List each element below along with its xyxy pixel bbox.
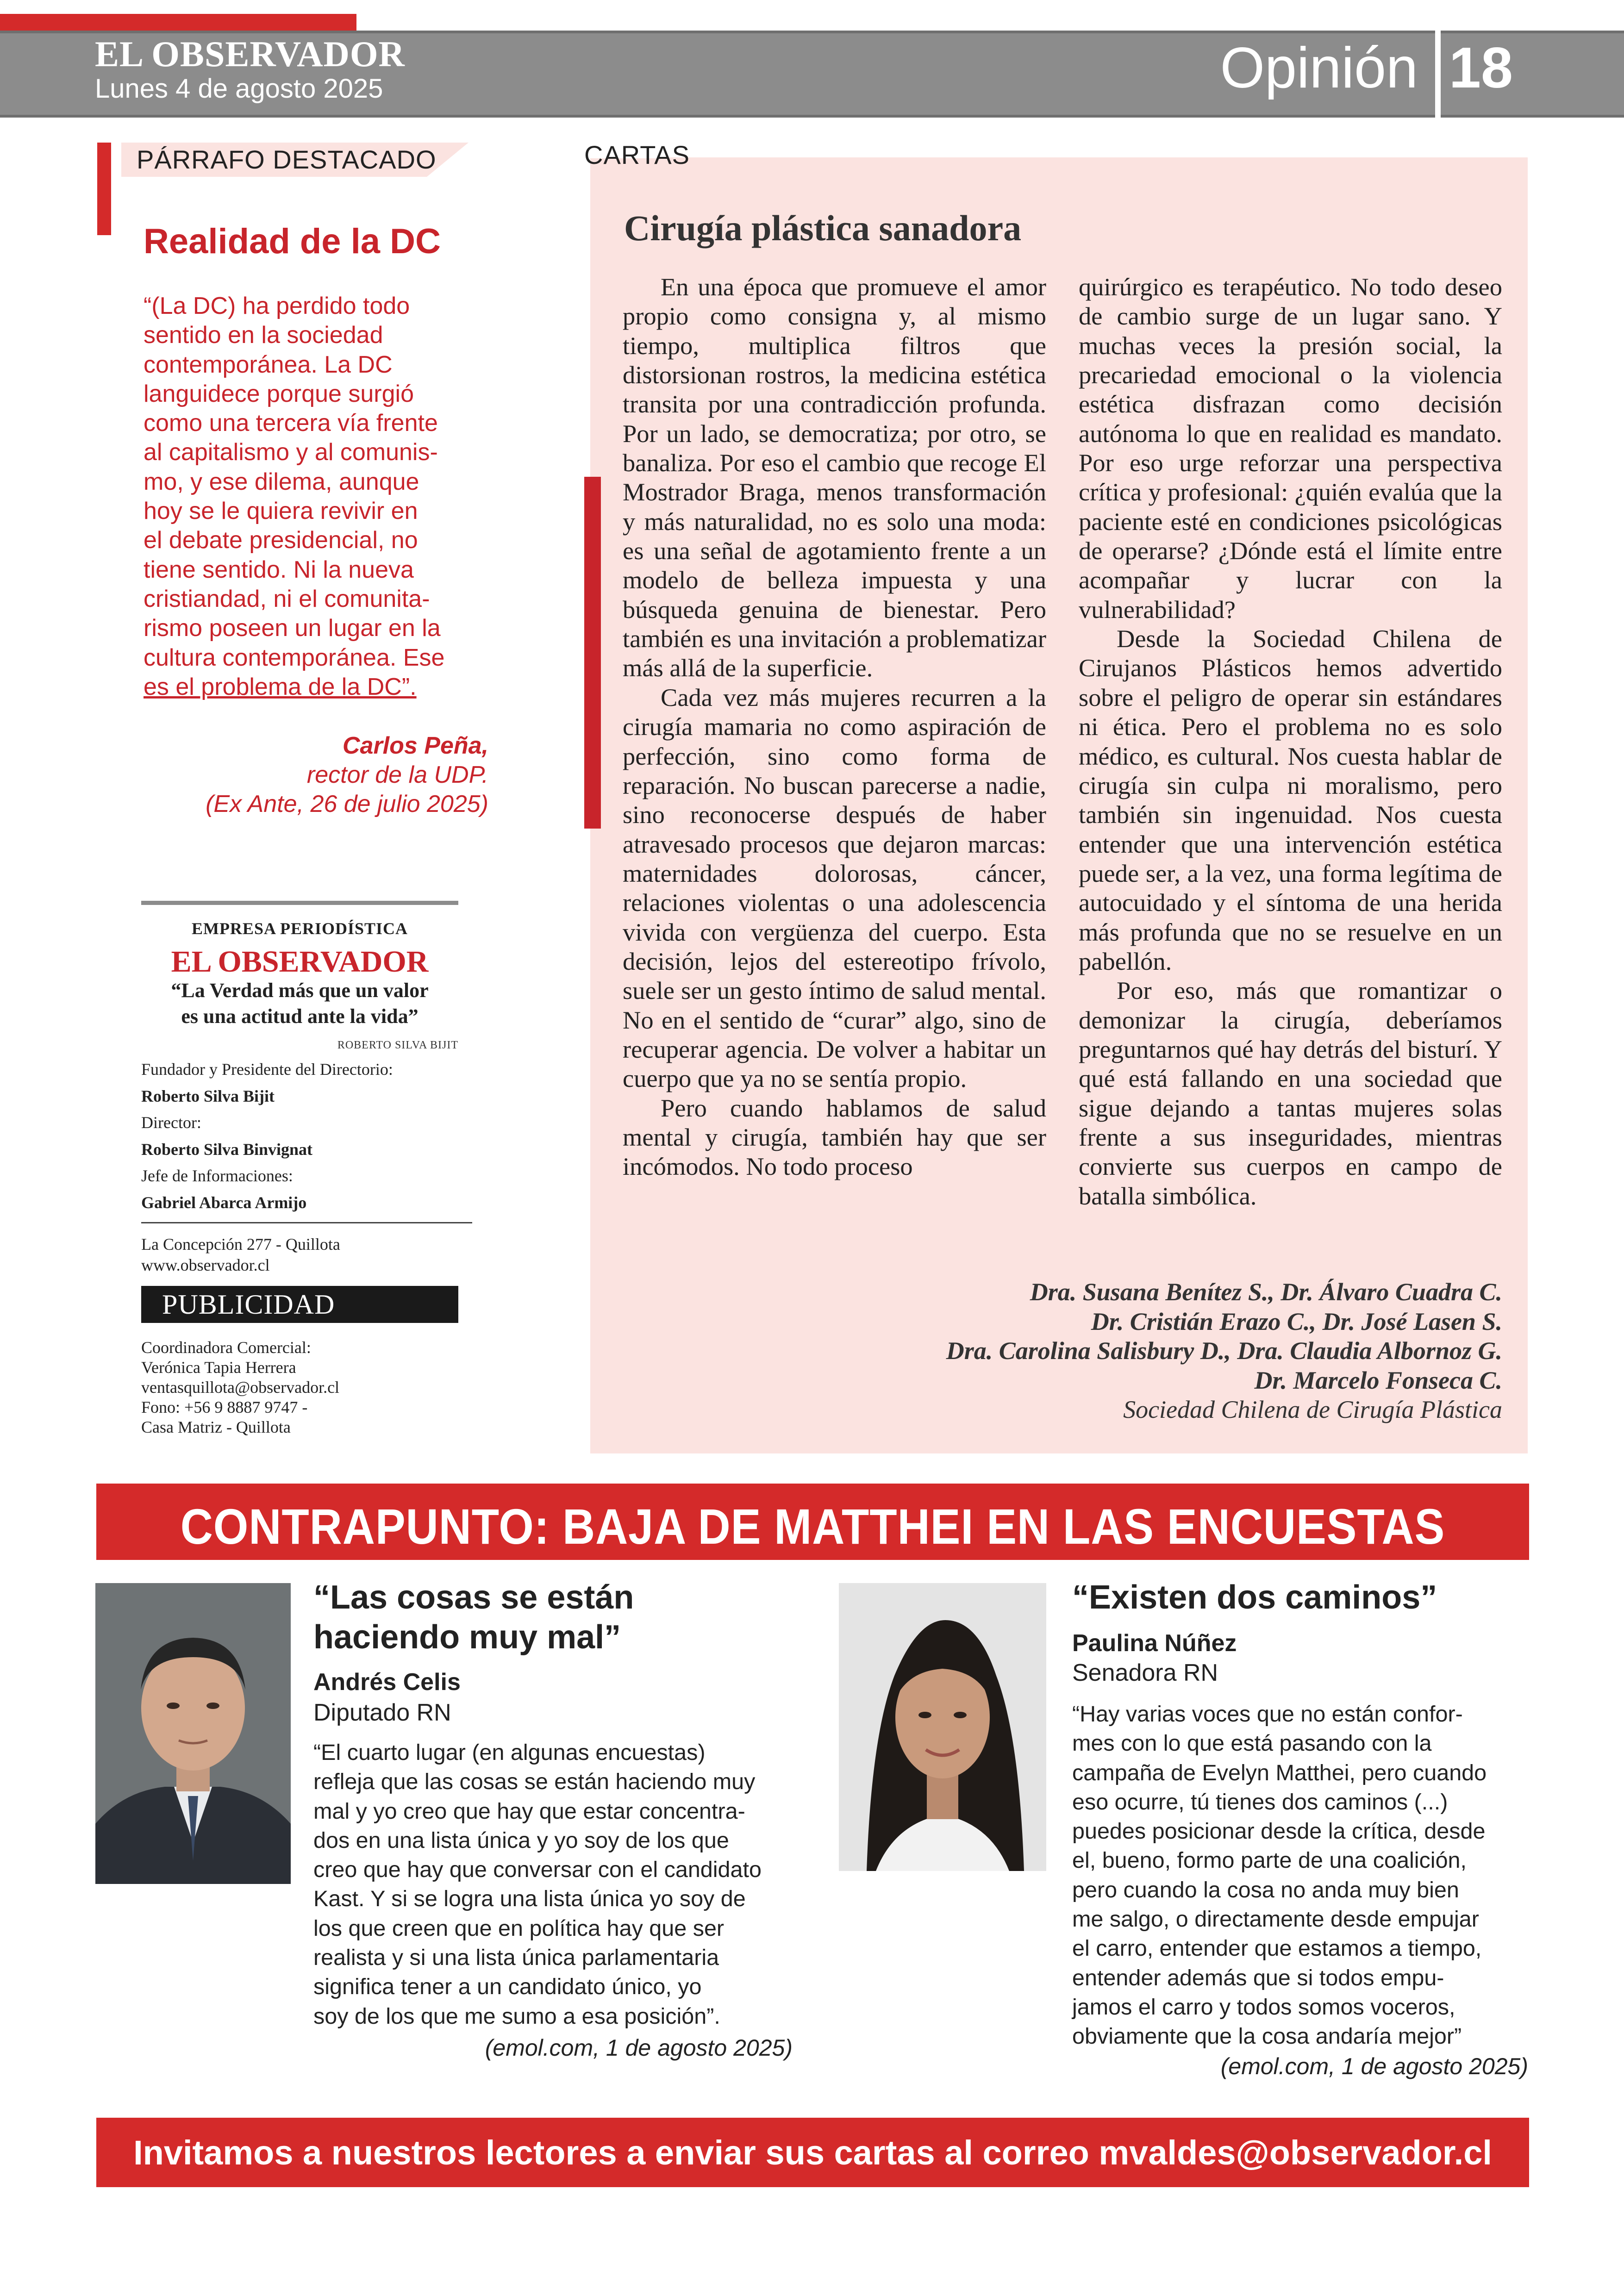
letter-paragraph: Pero cuando hablamos de salud mental y cirugía, también hay que ser incómodos. No todo proceso xyxy=(623,1093,1046,1181)
quote-line: “(La DC) ha perdido todo xyxy=(144,293,410,319)
email-link[interactable]: ventasquillota@observador.cl xyxy=(141,1378,340,1397)
photo-andres-celis xyxy=(95,1583,291,1884)
signer-line: Dra. Susana Benítez S., Dr. Álvaro Cuadra C. xyxy=(1030,1278,1502,1306)
quote-line: como una tercera vía frente xyxy=(144,410,438,437)
quote-line: hoy se le quiera revivir en xyxy=(144,498,418,525)
masthead-company: EMPRESA PERIODÍSTICA xyxy=(191,919,408,938)
opinion-right-role: Senadora RN xyxy=(1072,1659,1218,1686)
letter-title: Cirugía plástica sanadora xyxy=(624,208,1022,248)
opinion-left-role: Diputado RN xyxy=(313,1699,451,1726)
cartas-accent-bar xyxy=(584,477,601,829)
signer-organization: Sociedad Chilena de Cirugía Plástica xyxy=(1123,1396,1502,1423)
letter-column-2 xyxy=(1079,272,1502,1210)
signer-line: Dra. Carolina Salisbury D., Dra. Claudia Albornoz G. xyxy=(946,1337,1502,1365)
header-accent-line xyxy=(0,14,356,31)
letter-paragraph: En una época que promueve el amor propio como consigna y, al mismo tiempo, multiplica filtros que distorsionan rostros, la medicina estética transita por una contradicción profunda. Por un lado, se democratiza; por otro, se banaliza. Por eso el cambio que recoge El Mostrador Braga, menos transformación y más naturalidad, no es solo una moda: es una señal de agotamiento frente a un modelo de belleza impuesta y una búsqueda genuina de bienestar. Pero también es una invitación a problematizar más allá de la superficie. xyxy=(623,273,1046,682)
letter-paragraph: Por eso, más que romantizar o demonizar la cirugía, deberíamos preguntarnos qué hay detrás del bisturí. Y qué está fallando en una sociedad que sigue dejando a tantas mujeres solas frente a sus inseguridades, mientras convierte sus cuerpos en campo de batalla simbólica. xyxy=(1079,976,1502,1210)
opinion-right-source: (emol.com, 1 de agosto 2025) xyxy=(1220,2053,1528,2079)
masthead-rule xyxy=(141,901,458,905)
quote-line: al capitalismo y al comunis- xyxy=(144,439,438,466)
publicidad-contact: Coordinadora Comercial: Verónica Tapia Herrera ventasquillota@observador.cl Fono: +56 9 8887 9747 - Casa Matriz - Quillota xyxy=(141,1338,340,1436)
signer-line: Dr. Cristián Erazo C., Dr. José Lasen S. xyxy=(1091,1307,1502,1335)
quote-line: sentido en la sociedad xyxy=(144,322,383,349)
header-divider xyxy=(1435,31,1441,118)
publicidad-label: PUBLICIDAD xyxy=(162,1289,335,1320)
staff-name: Roberto Silva Bijit xyxy=(141,1086,275,1105)
quote-line: tiene sentido. Ni la nueva xyxy=(144,556,414,583)
author-source: (Ex Ante, 26 de julio 2025) xyxy=(206,791,488,817)
masthead-name: EL OBSERVADOR xyxy=(171,945,429,979)
opinion-right-author: Paulina Núñez xyxy=(1072,1630,1237,1657)
letter-paragraph: Cada vez más mujeres recurren a la cirugía mamaria no como aspiración de perfección, sino como forma de reparación. No buscan parecerse a nadie, sino reconocerse después de haber atravesado procesos que dejaron marcas: maternidades dolorosas, cáncer, relaciones violentas o una adolescencia vivida con vergüenza del cuerpo. Esta decisión, lejos del estereotipo frívolo, suele ser un gesto íntimo de salud mental. No en el sentido de “curar” algo, sino de recuperar agencia. De volver a habitar un cuerpo que ya no se sentía propio. xyxy=(623,683,1046,1093)
paper-name: EL OBSERVADOR xyxy=(95,34,405,74)
quote-line: rismo poseen un lugar en la xyxy=(144,615,441,642)
quote-line: cultura contemporánea. Ese xyxy=(144,644,445,671)
section-name: Opinión xyxy=(1220,36,1418,100)
author-name: Carlos Peña, xyxy=(342,732,488,759)
cartas-label: CARTAS xyxy=(584,140,690,169)
destacado-accent-bar xyxy=(97,143,111,235)
opinion-left-title: “Las cosas se están haciendo muy mal” xyxy=(313,1579,634,1656)
quote-line: mo, y ese dilema, aunque xyxy=(144,468,419,495)
signer-line: Dr. Marcelo Fonseca C. xyxy=(1254,1366,1502,1394)
opinion-left-text: “El cuarto lugar (en algunas encuestas) refleja que las cosas se están haciendo muy mal y yo creo que hay que estar concentra- dos en una lista única y yo soy de los que creo que hay que conversar con el candidato Kast. Y si se logra una lista única yo soy de los que creen que en política hay que ser realista y si una lista única parlamentaria significa tener a un candidato único, yo soy de los que me sumo a esa posición”. xyxy=(313,1740,762,2029)
portrait-image xyxy=(95,1583,291,1884)
opinion-left-source: (emol.com, 1 de agosto 2025) xyxy=(485,2035,793,2061)
invite-text: Invitamos a nuestros lectores a enviar sus cartas al correo mvaldes@observador.cl xyxy=(133,2133,1492,2172)
issue-date: Lunes 4 de agosto 2025 xyxy=(95,74,383,104)
masthead-address: La Concepción 277 - Quillota www.observador.cl xyxy=(141,1234,340,1276)
quote-line: cristiandad, ni el comunita- xyxy=(144,585,430,612)
letter-paragraph: Desde la Sociedad Chilena de Cirujanos Plásticos hemos advertido sobre el peligro de operar sin estándares ni ética. Pero el problema no es solo médico, es cultural. Nos cuesta hablar de cirugía sin culpa ni moralismo, pero también sin ingenuidad. Nos cuesta entender que una intervención estética puede ser, a la vez, una forma legítima de autocuidado y el síntoma de una herida más profunda que no se resuelve en un pabellón. xyxy=(1079,624,1502,975)
opinion-right-title: “Existen dos caminos” xyxy=(1072,1579,1437,1616)
quote-line: el debate presidencial, no xyxy=(144,527,418,554)
masthead-motto: “La Verdad más que un valor es una actitud ante la vida” xyxy=(171,979,429,1028)
staff-name: Gabriel Abarca Armijo xyxy=(141,1193,307,1212)
staff-role: Jefe de Informaciones: xyxy=(141,1166,293,1185)
staff-role: Director: xyxy=(141,1113,201,1132)
staff-role: Fundador y Presidente del Directorio: xyxy=(141,1060,393,1079)
quote-line: languidece porque surgió xyxy=(144,380,414,407)
portrait-image xyxy=(839,1583,1046,1871)
opinion-right-text: “Hay varias voces que no están confor- mes con lo que está pasando con la campaña de Evelyn Matthei, pero cuando eso ocurre, tú tienes dos caminos (...) puedes posicionar desde la crítica, desde el, bueno, formo parte de una coalición, pero cuando la cosa no anda muy bien me salgo, o directamente desde empujar el carro, entender que estamos a tiempo, entender además que si todos empu- jamos el carro y todos somos voceros, obviamente que la cosa andaría mejor” xyxy=(1072,1702,1487,2049)
destacado-title: Realidad de la DC xyxy=(144,222,441,261)
masthead-divider xyxy=(141,1222,472,1223)
destacado-quote xyxy=(144,292,486,702)
staff-name: Roberto Silva Binvignat xyxy=(141,1140,313,1159)
photo-paulina-nunez xyxy=(839,1583,1046,1871)
contrapunto-title: CONTRAPUNTO: BAJA DE MATTHEI EN LAS ENCUESTAS xyxy=(180,1498,1445,1554)
destacado-label: PÁRRAFO DESTACADO xyxy=(137,145,437,174)
masthead-staff xyxy=(141,1056,475,1216)
letter-column-1 xyxy=(623,272,1046,1181)
author-role: rector de la UDP. xyxy=(306,761,488,788)
motto-author: ROBERTO SILVA BIJIT xyxy=(337,1039,458,1051)
destacado-author xyxy=(144,731,488,819)
letter-paragraph: quirúrgico es terapéutico. No todo deseo de cambio surge de un lugar sano. Y muchas veces la presión social, la precariedad emocional o la violencia estética disfrazan como decisión autónoma lo que en realidad es mandato. Por eso urge reforzar una perspectiva crítica y profesional: ¿quién evalúa que la paciente esté en condiciones psicológicas de operarse? ¿Dónde está el límite entre acompañar y lucrar con la vulnerabilidad? xyxy=(1079,273,1502,624)
letter-signers xyxy=(787,1278,1502,1425)
page-number: 18 xyxy=(1449,36,1513,100)
website-link[interactable]: www.observador.cl xyxy=(141,1256,270,1274)
quote-line: contemporánea. La DC xyxy=(144,351,393,378)
opinion-left-author: Andrés Celis xyxy=(313,1669,461,1696)
quote-line: es el problema de la DC”. xyxy=(144,673,417,700)
